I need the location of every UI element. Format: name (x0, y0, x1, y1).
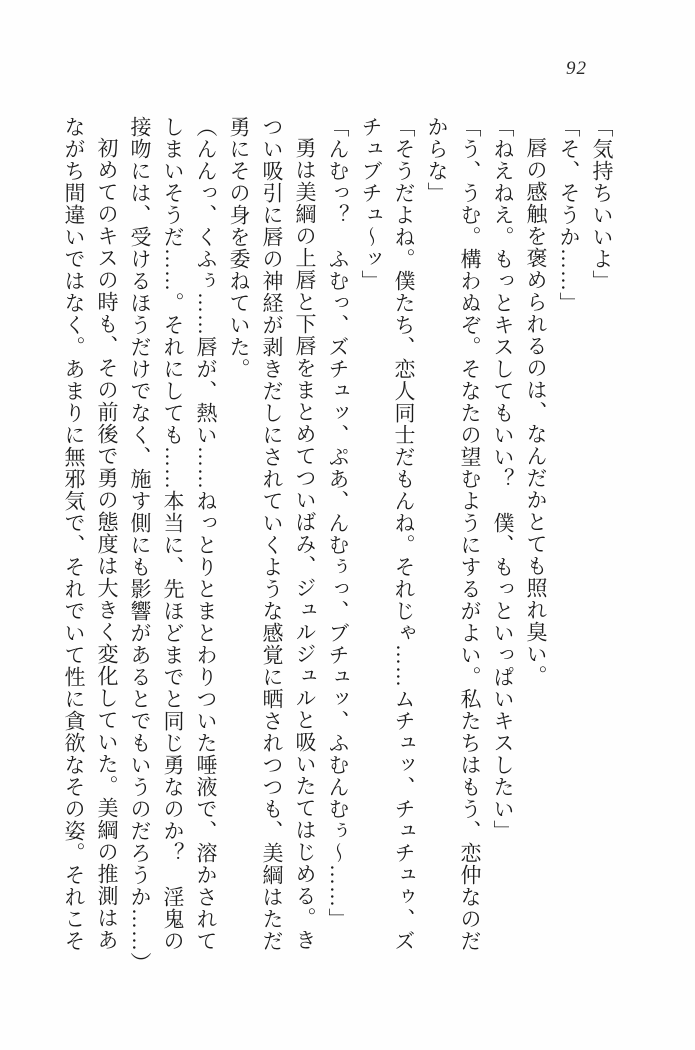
text-line: 「そ、そうか……」 (557, 116, 581, 314)
text-line: 「ねえねえ。もっとキスしてもいい？ 僕、もっといっぱいキスしたい」 (491, 116, 515, 842)
page-number: 92 (566, 58, 587, 79)
text-line: チュブチュ～ッ」 (359, 116, 383, 292)
text-line: からな」 (425, 116, 449, 204)
text-line: つい吸引に唇の神経が剥きだしにされていくような感覚に晒されつつも、美綱はただ (260, 116, 284, 952)
text-line: 勇は美綱の上唇と下唇をまとめてついばみ、ジュルジュルと吸いたてはじめる。き (293, 137, 317, 951)
text-line: 「う、うむ。構わぬぞ。そなたの望むようにするがよい。私たちはもう、恋仲なのだ (458, 116, 482, 952)
text-line: （んんっ、くふぅ……唇が、熱い……ねっとりとまとわりついた唾液で、溶かされて (194, 116, 218, 952)
text-line: 「気持ちいいよ」 (590, 116, 614, 292)
text-line: 唇の感触を褒められるのは、なんだかとても照れ臭い。 (524, 137, 548, 687)
text-line: 「んむっ？ ふむっ、ズチュッ、ぷあ、んむぅっ、ブチュッ、ふむんむぅ～……」 (326, 116, 350, 930)
text-line: 接吻には、受けるほうだけでなく、施す側にも影響があるとでもいうのだろうか……） (128, 116, 152, 974)
text-line: しまいそうだ……。それにしても……本当に、先ほどまでと同じ勇なのか？ 淫鬼の (161, 116, 185, 952)
text-line: ながち間違いではなく。あまりに無邪気で、それでいて性に貪欲なその姿。それこそ (62, 116, 86, 952)
text-line: 「そうだよね。僕たち、恋人同士だもんね。それじゃ……ムチュッ、チュチュゥ、ズ (392, 116, 416, 952)
text-line: 初めてのキスの時も、その前後で勇の態度は大きく変化していた。美綱の推測はあ (95, 137, 119, 951)
text-line: 勇にその身を委ねていた。 (227, 116, 251, 380)
text-column-container (56, 116, 618, 972)
